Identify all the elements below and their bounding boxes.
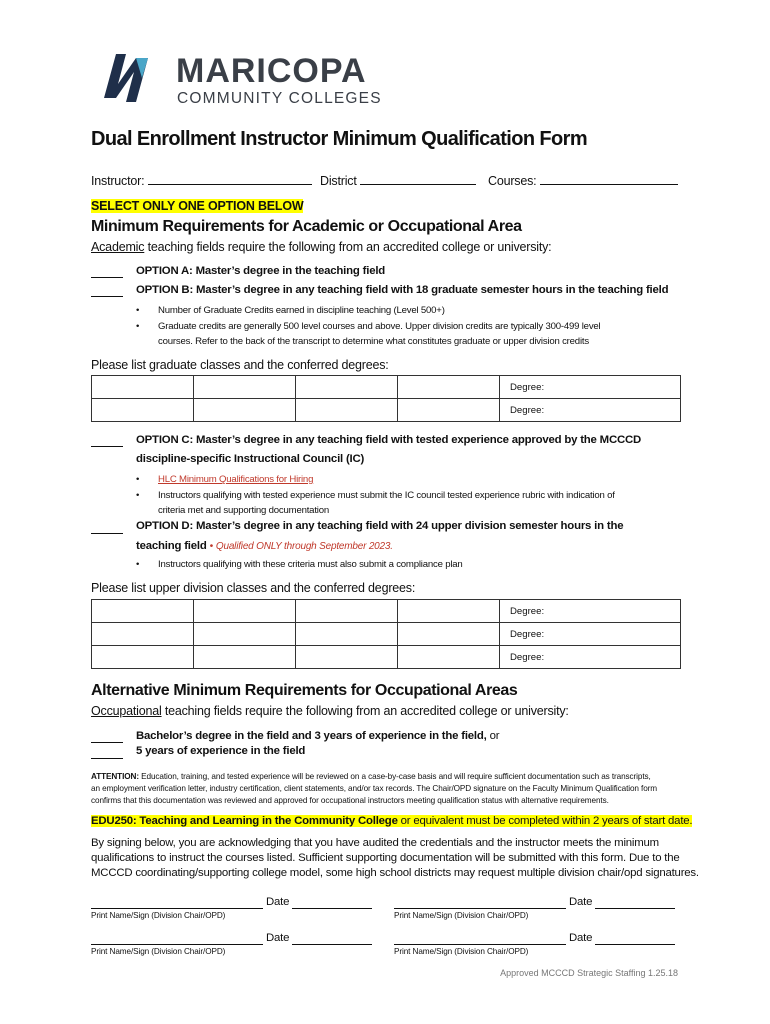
table-cell[interactable] [92, 600, 194, 623]
table-cell[interactable] [398, 600, 500, 623]
option-b: OPTION B: Master’s degree in any teaching field with 18 graduate semester hours in the teaching field [136, 284, 669, 296]
table-cell[interactable] [92, 399, 194, 422]
date-label-4: Date [569, 932, 593, 944]
upper-division-list-prompt: Please list upper division classes and the conferred degrees: [91, 581, 416, 595]
degree-cell[interactable]: Degree: [500, 646, 681, 669]
degree-cell[interactable]: Degree: [500, 600, 681, 623]
graduate-list-prompt: Please list graduate classes and the conferred degrees: [91, 358, 389, 372]
bullet-graduate-credits: • Number of Graduate Credits earned in discipline teaching (Level 500+) [158, 305, 445, 316]
district-label: District [320, 174, 357, 188]
section2-intro-rest: teaching fields require the following from an accredited college or university: [161, 704, 569, 718]
option-d-note: Qualified ONLY through September 2023. [215, 541, 393, 552]
occupational-opt1-blank[interactable] [91, 731, 123, 743]
footer-approval: Approved MCCCD Strategic Staffing 1.25.18 [500, 968, 678, 978]
degree-cell[interactable]: Degree: [500, 376, 681, 399]
signature-caption-4: Print Name/Sign (Division Chair/OPD) [394, 947, 529, 956]
date-line-3[interactable] [292, 944, 372, 945]
date-label-1: Date [266, 896, 290, 908]
section1-intro-rest: teaching fields require the following from an accredited college or university: [144, 240, 552, 254]
logo-subtitle: COMMUNITY COLLEGES [177, 90, 382, 107]
attention-line1 [91, 772, 651, 781]
occupational-opt2: 5 years of experience in the field [136, 745, 306, 757]
degree-cell[interactable]: Degree: [500, 623, 681, 646]
edu250-note [91, 815, 692, 827]
courses-blank[interactable] [540, 173, 678, 185]
option-b-blank[interactable] [91, 285, 123, 297]
bullet-graduate-levels: • Graduate credits are generally 500 level courses and above. Upper division credits are typically 300-499 level [158, 321, 601, 332]
date-label-2: Date [569, 896, 593, 908]
signature-line-1[interactable] [91, 908, 263, 909]
logo-name: MARICOPA [176, 52, 367, 90]
occupational-opt1-rest: or [486, 730, 500, 742]
table-cell[interactable] [296, 376, 398, 399]
section2-intro-underlined: Occupational [91, 704, 162, 718]
table-cell[interactable] [194, 399, 296, 422]
district-field[interactable] [320, 173, 476, 188]
form-title: Dual Enrollment Instructor Minimum Qualification Form [91, 128, 588, 150]
signature-line-2[interactable] [394, 908, 566, 909]
table-cell[interactable] [398, 376, 500, 399]
attention-line2: an employment verification letter, industry certification, client statements, and/or tax records. The Chair/OPD signature on the Faculty Minimum Qualification form [91, 784, 658, 793]
table-cell[interactable] [194, 646, 296, 669]
section1-intro [91, 240, 551, 254]
option-d-line1: OPTION D: Master’s degree in any teaching field with 24 upper division semester hours in the [136, 520, 624, 532]
option-d-blank[interactable] [91, 522, 123, 534]
graduate-classes-table [91, 375, 681, 422]
section2-intro [91, 704, 569, 718]
edu250-bold: EDU250: Teaching and Learning in the Community College [91, 815, 398, 827]
option-c-line2: discipline-specific Instructional Council (IC) [136, 453, 365, 465]
signature-line-4[interactable] [394, 944, 566, 945]
signature-caption-1: Print Name/Sign (Division Chair/OPD) [91, 911, 226, 920]
table-cell[interactable] [398, 646, 500, 669]
attention-line3: confirms that this documentation was reviewed and approved for occupational instructors meeting qualification status with alternative requirements. [91, 796, 609, 805]
occupational-opt2-blank[interactable] [91, 747, 123, 759]
signing-line1: By signing below, you are acknowledging that you have audited the credentials and the instructor meets the minimum [91, 837, 659, 849]
signature-caption-3: Print Name/Sign (Division Chair/OPD) [91, 947, 226, 956]
maricopa-logo-mark-icon [96, 48, 156, 108]
table-cell[interactable] [92, 623, 194, 646]
table-cell[interactable] [296, 646, 398, 669]
table-cell[interactable] [92, 646, 194, 669]
signature-caption-2: Print Name/Sign (Division Chair/OPD) [394, 911, 529, 920]
date-label-3: Date [266, 932, 290, 944]
date-line-2[interactable] [595, 908, 675, 909]
table-row [92, 399, 681, 422]
edu250-rest: or equivalent must be completed within 2 years of start date. [397, 815, 693, 827]
table-cell[interactable] [194, 600, 296, 623]
table-row [92, 600, 681, 623]
section1-intro-underlined: Academic [91, 240, 145, 254]
table-row [92, 376, 681, 399]
courses-field[interactable] [488, 173, 678, 188]
signing-line2: qualifications to instruct the courses listed. Sufficient supporting documentation will be submitted with this form. Due to the [91, 852, 680, 864]
table-cell[interactable] [194, 376, 296, 399]
section1-heading: Minimum Requirements for Academic or Occupational Area [91, 218, 522, 235]
district-blank[interactable] [360, 173, 476, 185]
table-cell[interactable] [296, 600, 398, 623]
section2-heading: Alternative Minimum Requirements for Occupational Areas [91, 682, 518, 699]
option-c-line1: OPTION C: Master’s degree in any teaching field with tested experience approved by the MCCCD [136, 434, 642, 446]
bullet-graduate-levels-cont: courses. Refer to the back of the transcript to determine what constitutes graduate or upper division credits [158, 336, 589, 347]
upper-division-classes-table [91, 599, 681, 669]
occupational-opt1-bold: Bachelor’s degree in the field and 3 years of experience in the field, [136, 730, 487, 742]
instructor-label: Instructor: [91, 174, 145, 188]
hlc-link[interactable]: HLC Minimum Qualifications for Hiring [158, 474, 314, 485]
bullet-hlc-link [158, 474, 313, 485]
date-line-4[interactable] [595, 944, 675, 945]
occupational-opt1 [136, 730, 499, 742]
table-row [92, 623, 681, 646]
option-d-line2-text: teaching field [136, 540, 207, 552]
courses-label: Courses: [488, 174, 537, 188]
table-cell[interactable] [398, 623, 500, 646]
attention-text1: Education, training, and tested experience will be reviewed on a case-by-case basis and will require sufficient documentation such as transcripts, [138, 772, 651, 781]
bullet-tested-experience: • Instructors qualifying with tested experience must submit the IC council tested experience rubric with indication of [158, 490, 615, 501]
table-row [92, 646, 681, 669]
instructor-field[interactable] [91, 173, 312, 188]
table-cell[interactable] [296, 623, 398, 646]
date-line-1[interactable] [292, 908, 372, 909]
option-a: OPTION A: Master’s degree in the teaching field [136, 265, 386, 277]
signature-line-3[interactable] [91, 944, 263, 945]
attention-label: ATTENTION: [91, 772, 139, 781]
option-c-blank[interactable] [91, 435, 123, 447]
bullet-tested-experience-cont: criteria met and supporting documentation [158, 505, 329, 516]
select-note: SELECT ONLY ONE OPTION BELOW [91, 199, 304, 213]
table-cell[interactable] [92, 376, 194, 399]
degree-cell[interactable]: Degree: [500, 399, 681, 422]
table-cell[interactable] [296, 399, 398, 422]
bullet-compliance-plan: • Instructors qualifying with these criteria must also submit a compliance plan [158, 559, 463, 570]
option-d-line2: teaching field • Qualified ONLY through September 2023. [136, 540, 393, 552]
table-cell[interactable] [194, 623, 296, 646]
signing-line3: MCCCD coordinating/supporting college model, some high school districts may request multiple division chair/opd signatures. [91, 867, 699, 879]
option-a-blank[interactable] [91, 266, 123, 278]
table-cell[interactable] [398, 399, 500, 422]
instructor-blank[interactable] [148, 173, 312, 185]
